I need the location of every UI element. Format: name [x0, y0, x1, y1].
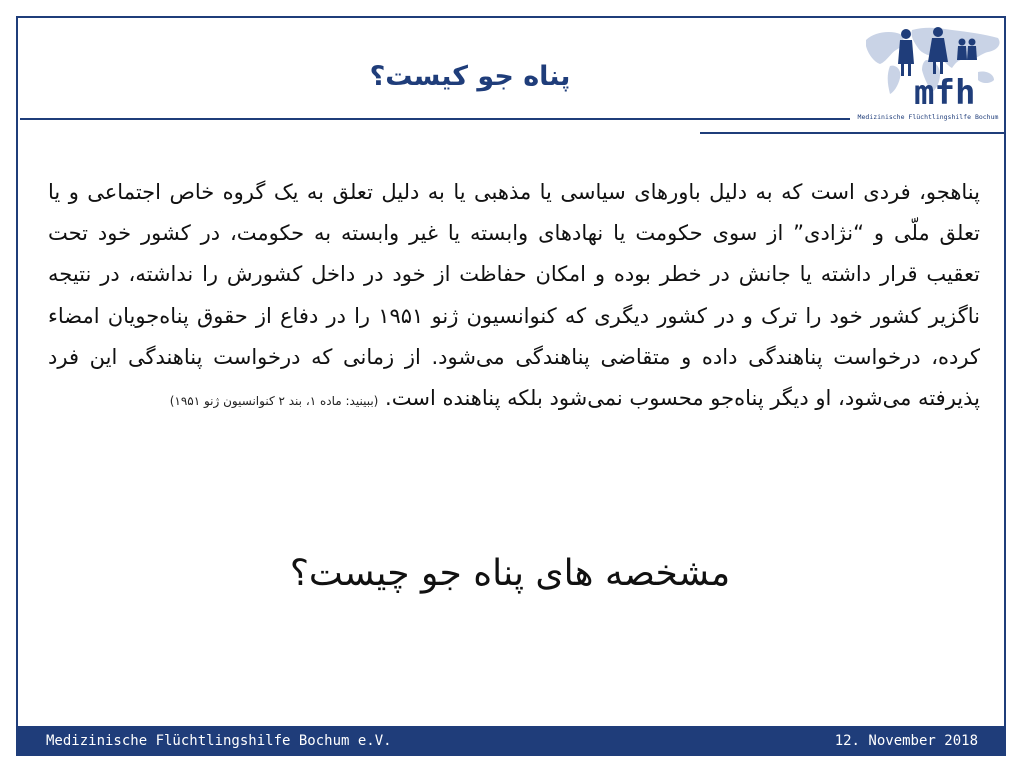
footer-date: 12. November 2018 [834, 733, 978, 749]
footer-organization: Medizinische Flüchtlingshilfe Bochum e.V. [46, 733, 392, 749]
citation-text: (ببینید: ماده ۱، بند ۲ کنوانسیون ژنو ۱۹۵۱) [169, 394, 379, 409]
footer-bar [16, 726, 1006, 756]
logo-wordmark: mfh [914, 73, 976, 113]
section-heading: مشخصه های پناه جو چیست؟ [289, 553, 731, 594]
logo-tagline: Medizinische Flüchtlingshilfe Bochum [857, 113, 999, 121]
definition-paragraph [48, 172, 980, 422]
title-underline [20, 118, 850, 120]
logo-underline [700, 132, 1004, 134]
definition-text: پناهجو، فردی است که به دلیل باورهای سیاسی یا مذهبی یا به دلیل تعلق به یک گروه خاص اجتماعی و یا تعلق ملّی و “نژادی” از سوی حکومت یا نهادهای وابسته یا غیر وابسته به حکومت، در کشور خود تحت تعقیب قرار داشته یا جانش در خطر بوده و امکان حفاظت از خود در داخل کشورش را نداشته، در نتیجه ناگزیر کشور خود را ترک و در کشور دیگری که کنوانسیون ژنو ۱۹۵۱ را در دفاع از حقوق پناه‌جویان امضاء کرده، درخواست پناهندگی داده و متقاضی پناهندگی می‌شود. از زمانی که درخواست پناهندگی این فرد پذیرفته می‌شود، او دیگر پناه‌جو محسوب نمی‌شود بلکه پناهنده است. [48, 180, 980, 411]
slide-title: پناه جو کیست؟ [369, 61, 571, 92]
